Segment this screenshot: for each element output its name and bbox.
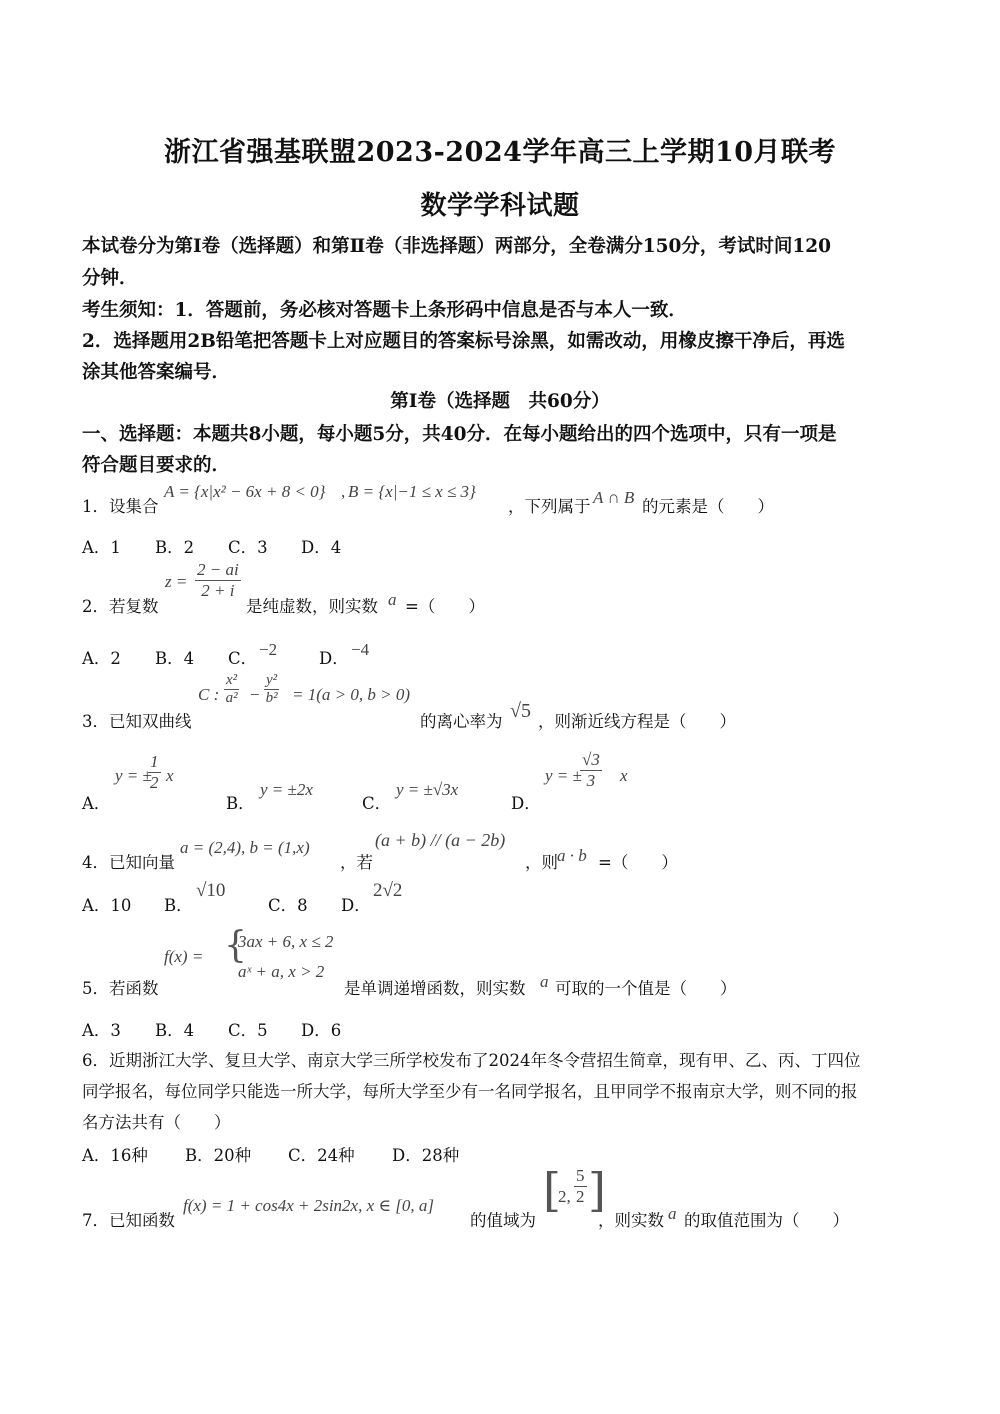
question-5-a: a (540, 972, 549, 991)
question-3-y2: y² (264, 672, 279, 690)
question-1-suffix: 的元素是（ ） (642, 497, 774, 516)
question-7-a: a (668, 1204, 677, 1223)
question-4-mid-2: ，则 (525, 853, 558, 872)
question-1-option-c: C．3 (228, 538, 268, 557)
question-3-x2: x² (224, 672, 239, 690)
question-5-fx: f(x) = (164, 947, 204, 966)
question-5-option-b: B．4 (155, 1021, 195, 1040)
question-3-condition: = 1(a > 0, b > 0) (292, 685, 410, 704)
question-3-option-a-label: A． (82, 794, 111, 813)
question-7-prefix: 7．已知函数 (82, 1211, 175, 1230)
question-3-prefix: 3．已知双曲线 (82, 712, 192, 731)
question-1-cap: A ∩ B (593, 488, 635, 507)
question-3-b2: b² (265, 690, 278, 707)
question-3-minus: − (250, 685, 260, 704)
question-6-option-d: D．28种 (392, 1146, 460, 1165)
question-7-range-left-bracket: [ (543, 1163, 561, 1217)
notice-1: 考生须知：1．答题前，务必核对答题卡上条形码中信息是否与本人一致． (82, 300, 687, 321)
question-1-set-a: A = {x|x² − 6x + 8 < 0} (164, 482, 326, 501)
question-2-numerator: 2 − ai (197, 560, 239, 579)
question-2-mid: 是纯虚数，则实数 (246, 597, 378, 616)
question-3-option-d-label: D． (511, 794, 541, 813)
question-6-option-a: A．16种 (82, 1146, 148, 1165)
question-4-option-d-value: 2√2 (373, 880, 403, 901)
notice-2b: 涂其他答案编号． (82, 362, 231, 383)
question-6-line-3: 名方法共有（ ） (82, 1113, 231, 1132)
page-subtitle: 数学学科试题 (420, 191, 580, 221)
question-6-option-b: B．20种 (185, 1146, 252, 1165)
question-5-prefix: 5．若函数 (82, 979, 159, 998)
question-5-option-d: D．6 (301, 1021, 342, 1040)
question-7-range-right-bracket: ] (588, 1163, 606, 1217)
question-7-suffix-1: ，则实数 (598, 1211, 664, 1230)
question-7-mid: 的值域为 (470, 1211, 536, 1230)
question-3-eccentricity: √5 (510, 700, 531, 722)
question-3-option-d-pre: y = ± (545, 766, 582, 785)
question-3-option-b-label: B． (226, 794, 255, 813)
question-1-separator: , (341, 482, 346, 501)
question-6-option-c: C．24种 (288, 1146, 355, 1165)
question-2-prefix: 2．若复数 (82, 597, 159, 616)
question-6-line-1: 6．近期浙江大学、复旦大学、南京大学三所学校发布了2024年冬令营招生简章，现有甲、乙、丙、丁四位 (82, 1051, 861, 1070)
question-2-option-b: B．4 (155, 649, 195, 668)
question-6-line-2: 同学报名，每位同学只能选一所大学，每所大学至少有一名同学报名，且甲同学不报南京大学，则不同的报 (82, 1082, 858, 1101)
question-1-prefix: 1．设集合 (82, 497, 159, 516)
question-2-option-a: A．2 (82, 649, 121, 668)
intro-line-2: 分钟． (82, 268, 138, 289)
question-4-mid-1: ，若 (340, 853, 373, 872)
question-4-option-a: A．10 (82, 896, 132, 915)
question-3-fraction-x (224, 672, 239, 708)
question-5-case-1: 3ax + 6, x ≤ 2 (238, 932, 334, 951)
section-heading: 第Ⅰ卷（选择题 共60分） (390, 391, 610, 412)
question-2-option-c-label: C． (228, 649, 258, 668)
question-3-option-d-num: √3 (582, 750, 600, 769)
question-3-option-a-post: x (166, 766, 174, 785)
section-instructions-2: 符合题目要求的． (82, 455, 231, 476)
question-7-range-left: 2, (558, 1187, 571, 1206)
question-4-option-d-label: D． (341, 896, 371, 915)
question-5-brace: { (224, 925, 247, 966)
question-5-option-c: C．5 (228, 1021, 268, 1040)
question-2-z: z = (165, 572, 188, 591)
question-3-a2: a² (225, 690, 238, 707)
question-1-option-b: B．2 (155, 538, 195, 557)
notice-2a: 2．选择题用2B铅笔把答题卡上对应题目的答案标号涂黑，如需改动，用橡皮擦干净后，再选 (82, 331, 845, 352)
question-2-option-c-value: −2 (259, 640, 278, 659)
question-5-case-2: aˣ + a, x > 2 (238, 962, 325, 981)
question-4-suffix: =（ ） (598, 853, 678, 872)
question-1-option-a: A．1 (82, 538, 121, 557)
section-instructions-1: 一、选择题：本题共8小题，每小题5分，共40分．在每小题给出的四个选项中，只有一项是 (82, 424, 837, 445)
question-7-function: f(x) = 1 + cos4x + 2sin2x, x ∈ [0, a] (183, 1196, 434, 1215)
question-2-suffix: =（ ） (405, 597, 485, 616)
question-3-option-d-post: x (620, 766, 628, 785)
question-4-option-b-value: √10 (196, 880, 226, 901)
question-1-mid: ，下列属于 (508, 497, 591, 516)
question-3-fraction-y (264, 672, 279, 708)
question-3-mid: 的离心率为 (420, 712, 503, 731)
question-4-option-b-label: B． (164, 896, 193, 915)
question-7-range-den: 2 (576, 1186, 585, 1206)
question-3-option-c-label: C． (362, 794, 392, 813)
question-7-range-fraction (574, 1166, 587, 1206)
question-3-option-a-pre: y = ± (115, 766, 152, 785)
question-2-denominator: 2 + i (201, 580, 235, 600)
page-title: 浙江省强基联盟2023-2024学年高三上学期10月联考 (163, 137, 837, 168)
question-2-a: a (388, 590, 397, 609)
question-4-prefix: 4．已知向量 (82, 853, 175, 872)
question-4-dot: a · b (557, 846, 587, 865)
question-2-option-d-label: D． (319, 649, 349, 668)
question-7-range-num: 5 (576, 1166, 585, 1185)
question-3-option-b-value: y = ±2x (260, 780, 313, 799)
question-4-vectors: a = (2,4), b = (1,x) (180, 838, 310, 857)
question-5-suffix: 可取的一个值是（ ） (555, 979, 737, 998)
intro-line-1: 本试卷分为第Ⅰ卷（选择题）和第Ⅱ卷（非选择题）两部分，全卷满分150分，考试时间120 (82, 236, 831, 257)
question-3-option-a-den: 2 (150, 772, 159, 792)
question-3-option-d-fraction (580, 750, 602, 790)
question-7-suffix-2: 的取值范围为（ ） (684, 1211, 849, 1230)
question-5-mid: 是单调递增函数，则实数 (344, 979, 526, 998)
question-5-option-a: A．3 (82, 1021, 121, 1040)
question-3-option-a-fraction (148, 752, 161, 792)
question-3-curve: C : (198, 685, 220, 704)
question-1-option-d: D．4 (301, 538, 342, 557)
question-3-option-c-value: y = ±√3x (396, 780, 459, 799)
question-3-option-a-num: 1 (150, 752, 159, 771)
question-4-option-c: C．8 (268, 896, 308, 915)
question-3-suffix: ，则渐近线方程是（ ） (538, 712, 736, 731)
question-1-set-b: B = {x|−1 ≤ x ≤ 3} (348, 482, 476, 501)
question-3-option-d-den: 3 (586, 770, 596, 790)
question-2-fraction (195, 560, 241, 600)
question-2-option-d-value: −4 (351, 640, 370, 659)
question-4-condition: (a + b) // (a − 2b) (375, 830, 506, 850)
